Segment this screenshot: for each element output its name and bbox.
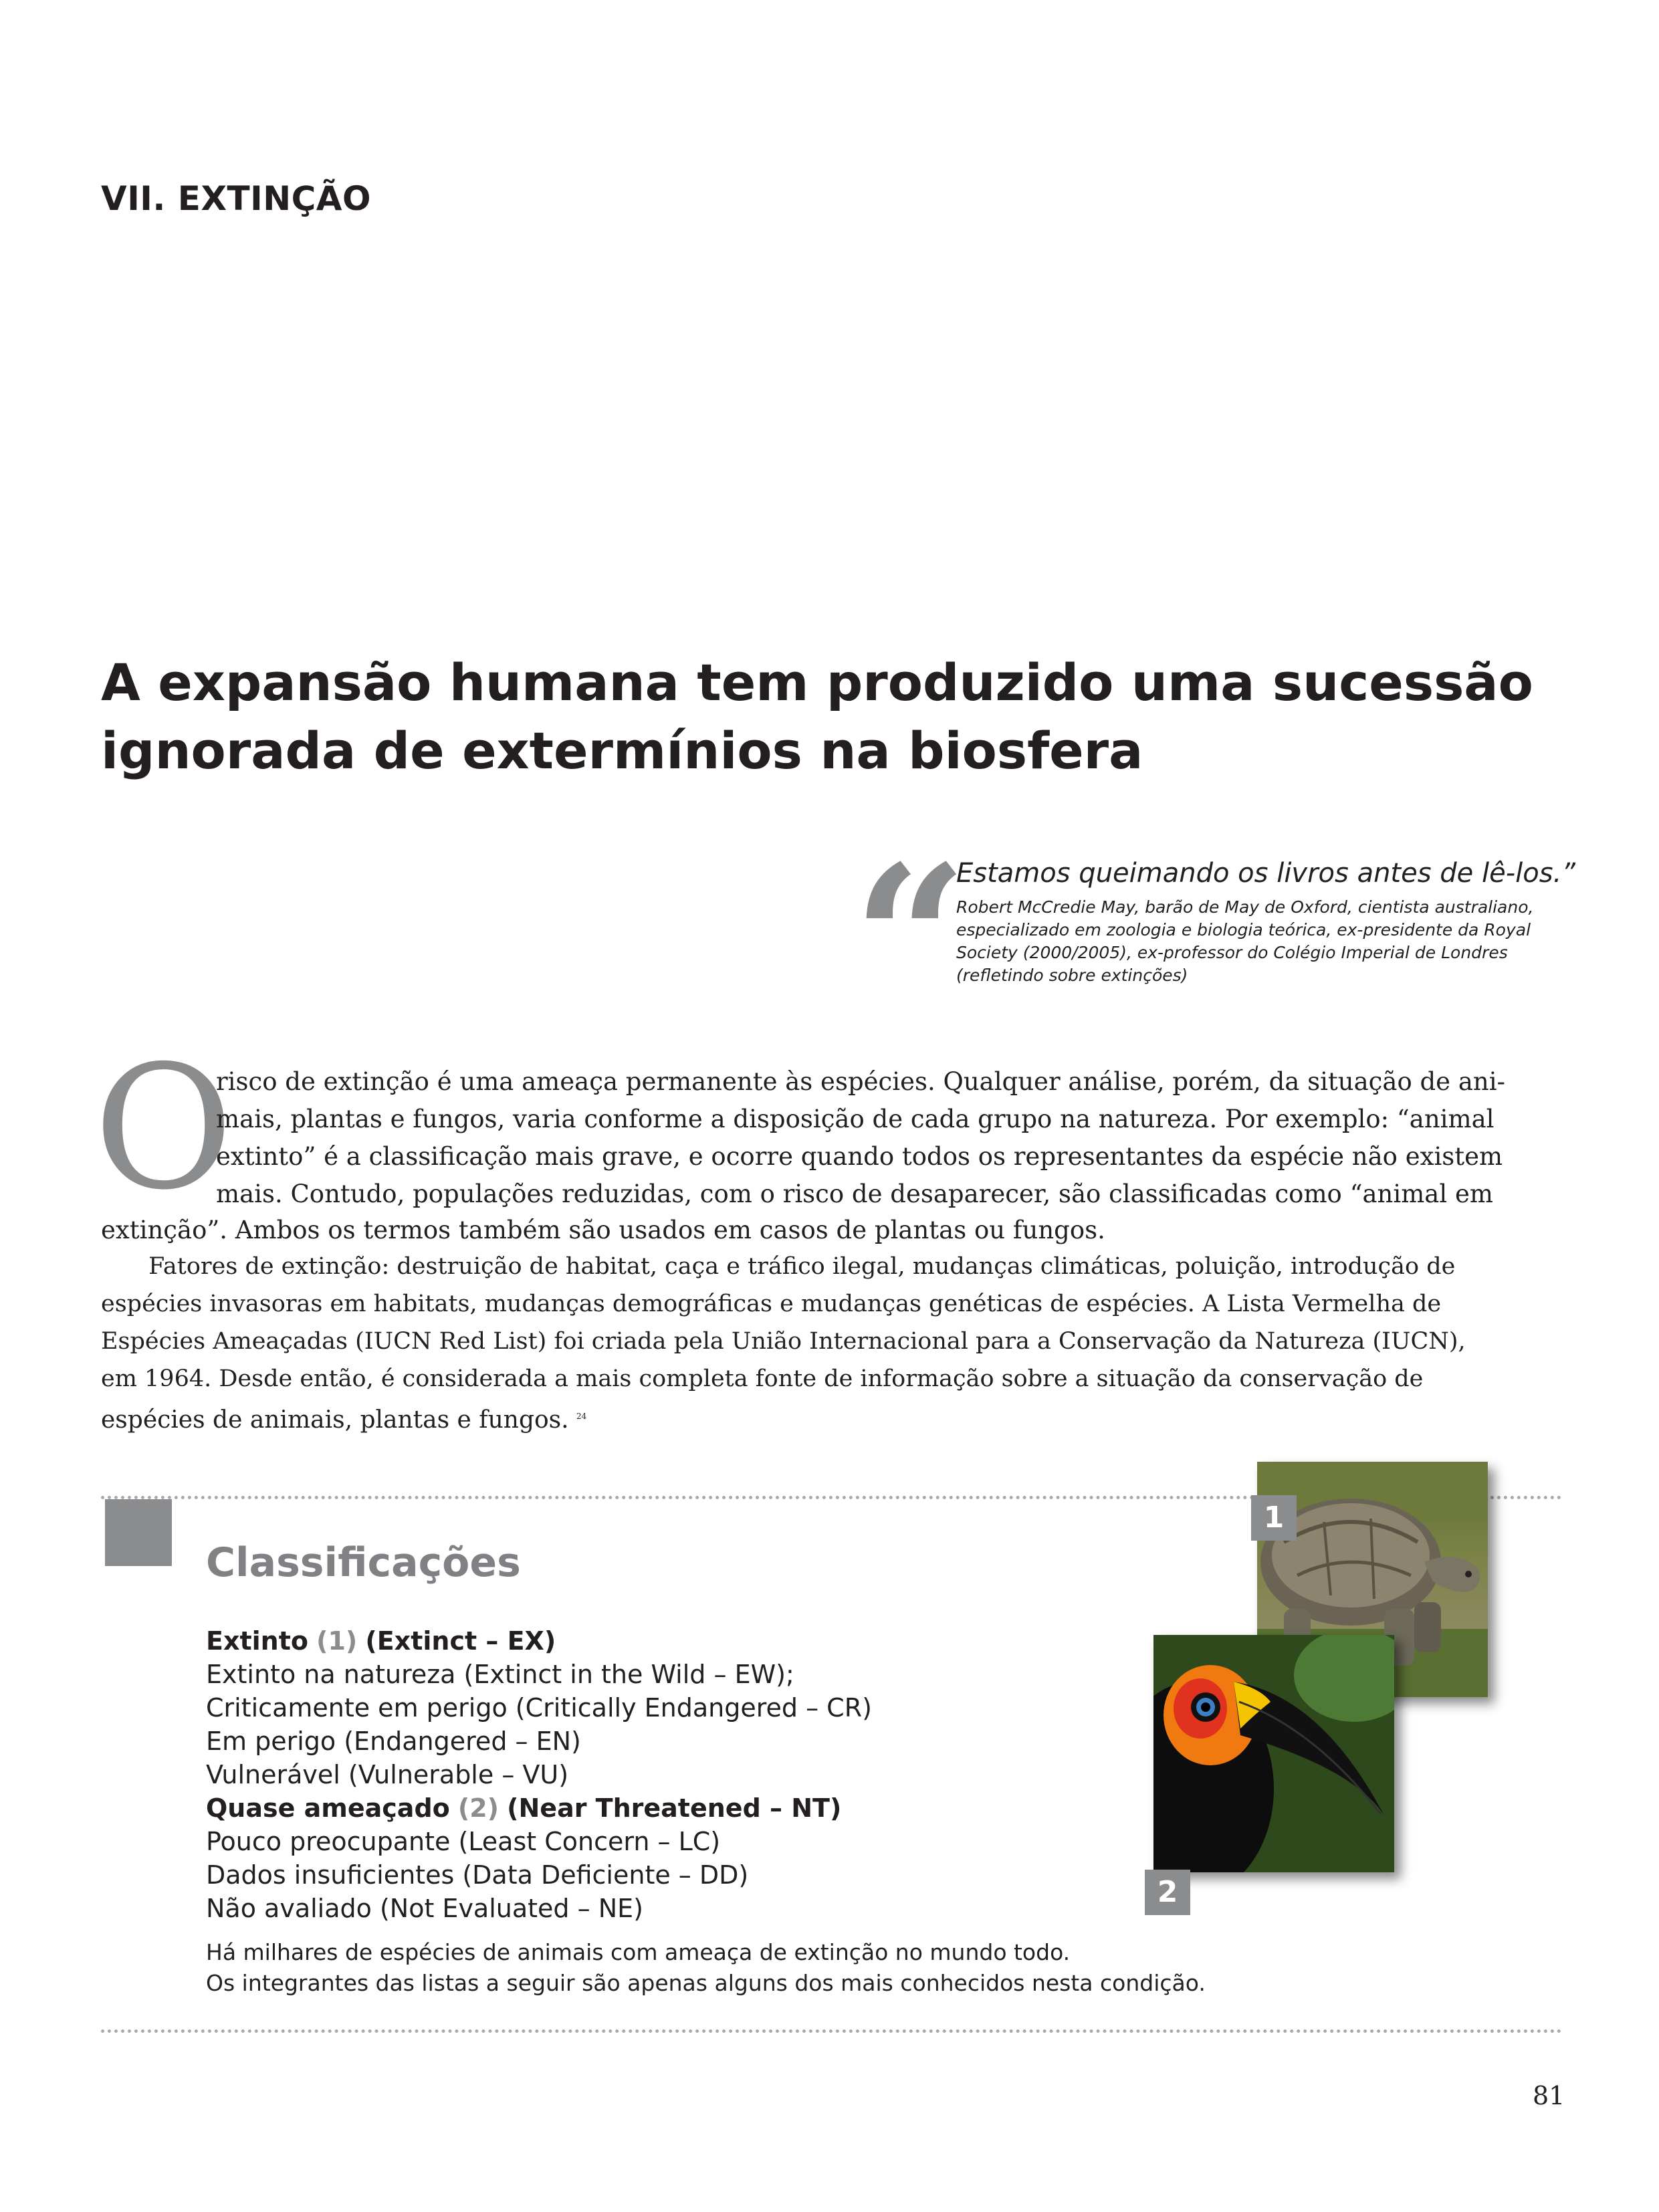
classification-extinct: Extinto (1) (Extinct – EX) — [206, 1626, 556, 1656]
classification-note: Os integrantes das listas a seguir são apenas alguns dos mais conhecidos nesta condição. — [206, 1970, 1206, 1996]
body-line: Fatores de extinção: destruição de habitat, caça e tráfico ilegal, mudanças climáticas, poluição, introdução de — [148, 1253, 1456, 1280]
body-line: Espécies Ameaçadas (IUCN Red List) foi criada pela União Internacional para a Conservação da Natureza (IUCN), — [101, 1328, 1466, 1355]
quote-attribution — [956, 896, 1598, 987]
quote-attribution-line: (refletindo sobre extinções) — [956, 966, 1188, 985]
section-heading: VII. EXTINÇÃO — [101, 179, 371, 218]
classification-item: Extinto na natureza (Extinct in the Wild – EW); — [206, 1660, 794, 1689]
classification-item: Em perigo (Endangered – EN) — [206, 1727, 581, 1756]
headline-line-2: ignorada de extermínios na biosfera — [101, 721, 1143, 780]
classification-item: Não avaliado (Not Evaluated – NE) — [206, 1894, 643, 1923]
classification-near-threatened: Quase ameaçado (2) (Near Threatened – NT) — [206, 1793, 842, 1823]
quote-mark-icon: “ — [853, 821, 968, 1057]
classifications-title: Classificações — [206, 1539, 521, 1586]
classification-note: Há milhares de espécies de animais com ameaça de extinção no mundo todo. — [206, 1939, 1071, 1965]
page-number: 81 — [1533, 2081, 1565, 2110]
quote-attribution-line: Society (2000/2005), ex-professor do Colégio Imperial de Londres — [956, 943, 1508, 962]
body-line: risco de extinção é uma ameaça permanente às espécies. Qualquer análise, porém, da situação de ani- — [216, 1067, 1506, 1096]
toucan-illustration — [1153, 1635, 1394, 1872]
body-line: mais, plantas e fungos, varia conforme a disposição de cada grupo na natureza. Por exemplo: “animal — [216, 1105, 1495, 1133]
quote-attribution-line: Robert McCredie May, barão de May de Oxford, cientista australiano, — [956, 897, 1534, 917]
body-line: em 1964. Desde então, é considerada a mais completa fonte de informação sobre a situação da conservação de — [101, 1365, 1424, 1392]
classification-item: Dados insuficientes (Data Deficiente – DD) — [206, 1860, 749, 1890]
body-line-text: espécies de animais, plantas e fungos. — [101, 1406, 569, 1434]
toucan-photo — [1153, 1635, 1394, 1872]
headline-line-1: A expansão humana tem produzido uma sucessão — [101, 653, 1533, 712]
body-line — [101, 1398, 586, 1439]
body-line: extinção”. Ambos os termos também são usados em casos de plantas ou fungos. — [101, 1216, 1105, 1244]
quote-attribution-line: especializado em zoologia e biologia teórica, ex-presidente da Royal — [956, 920, 1531, 939]
quote-text: Estamos queimando os livros antes de lê-los.” — [956, 858, 1576, 889]
drop-cap: O — [94, 1029, 234, 1228]
classification-item: Pouco preocupante (Least Concern – LC) — [206, 1827, 721, 1856]
body-line: espécies invasoras em habitats, mudanças demográficas e mudanças genéticas de espécies. A Lista Vermelha de — [101, 1291, 1442, 1317]
page-headline — [101, 649, 1606, 785]
classification-item: Vulnerável (Vulnerable – VU) — [206, 1760, 569, 1789]
footnote-marker: 24 — [576, 1412, 587, 1421]
classification-item: Criticamente em perigo (Critically Endangered – CR) — [206, 1693, 872, 1723]
divider-bottom — [101, 2029, 1562, 2033]
body-line: extinto” é a classificação mais grave, e ocorre quando todos os representantes da espécie não existem — [216, 1142, 1503, 1171]
photo-number-badge-2: 2 — [1145, 1870, 1190, 1915]
photo-number-badge-1: 1 — [1251, 1495, 1297, 1541]
section-marker-square — [105, 1499, 172, 1566]
body-line: mais. Contudo, populações reduzidas, com o risco de desaparecer, são classificadas como “animal em — [216, 1180, 1493, 1208]
